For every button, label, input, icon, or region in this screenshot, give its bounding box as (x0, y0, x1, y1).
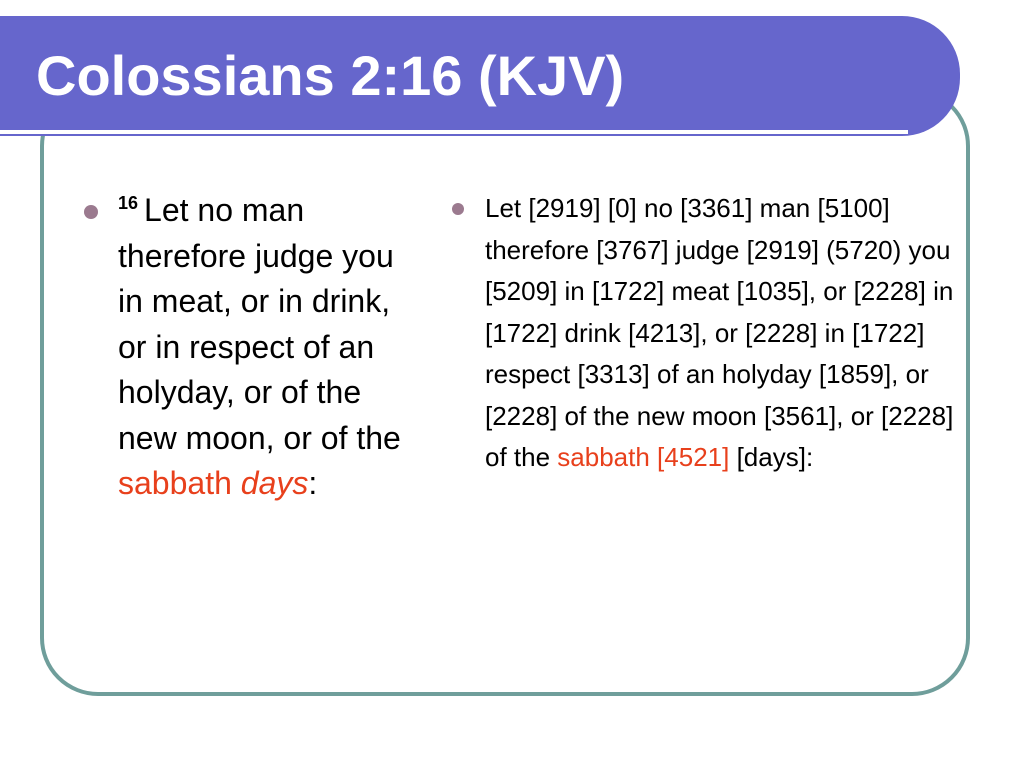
strongs-text: Let [2919] [0] no [3361] man [5100] therefore [3767] judge [2919] (5720) you [5209] in [1722] meat [1035], or [2228] in [1722] drink [4213], or [2228] in [1722] respect [3313] of an holyday [1859], or [2228] of the new moon [3561], or [2228] of the (485, 193, 954, 472)
strongs-column (485, 188, 955, 479)
slide-title: Colossians 2:16 (KJV) (36, 44, 625, 107)
verse-text: Let no man therefore judge you in meat, or in drink, or in respect of an holyday, or of the new moon, or of the (118, 192, 401, 456)
kjv-verse-column (118, 188, 408, 507)
strongs-trailing: [days]: (736, 442, 814, 472)
sabbath-highlight (118, 465, 308, 501)
bullet-icon (84, 205, 98, 219)
sabbath-word: sabbath (118, 465, 232, 501)
title-divider (0, 130, 908, 134)
bullet-icon (452, 203, 464, 215)
sabbath-strongs-highlight: sabbath [4521] (557, 442, 730, 472)
verse-number: 16 (118, 193, 139, 213)
verse-trailing: : (308, 465, 318, 501)
days-word: days (240, 465, 309, 501)
